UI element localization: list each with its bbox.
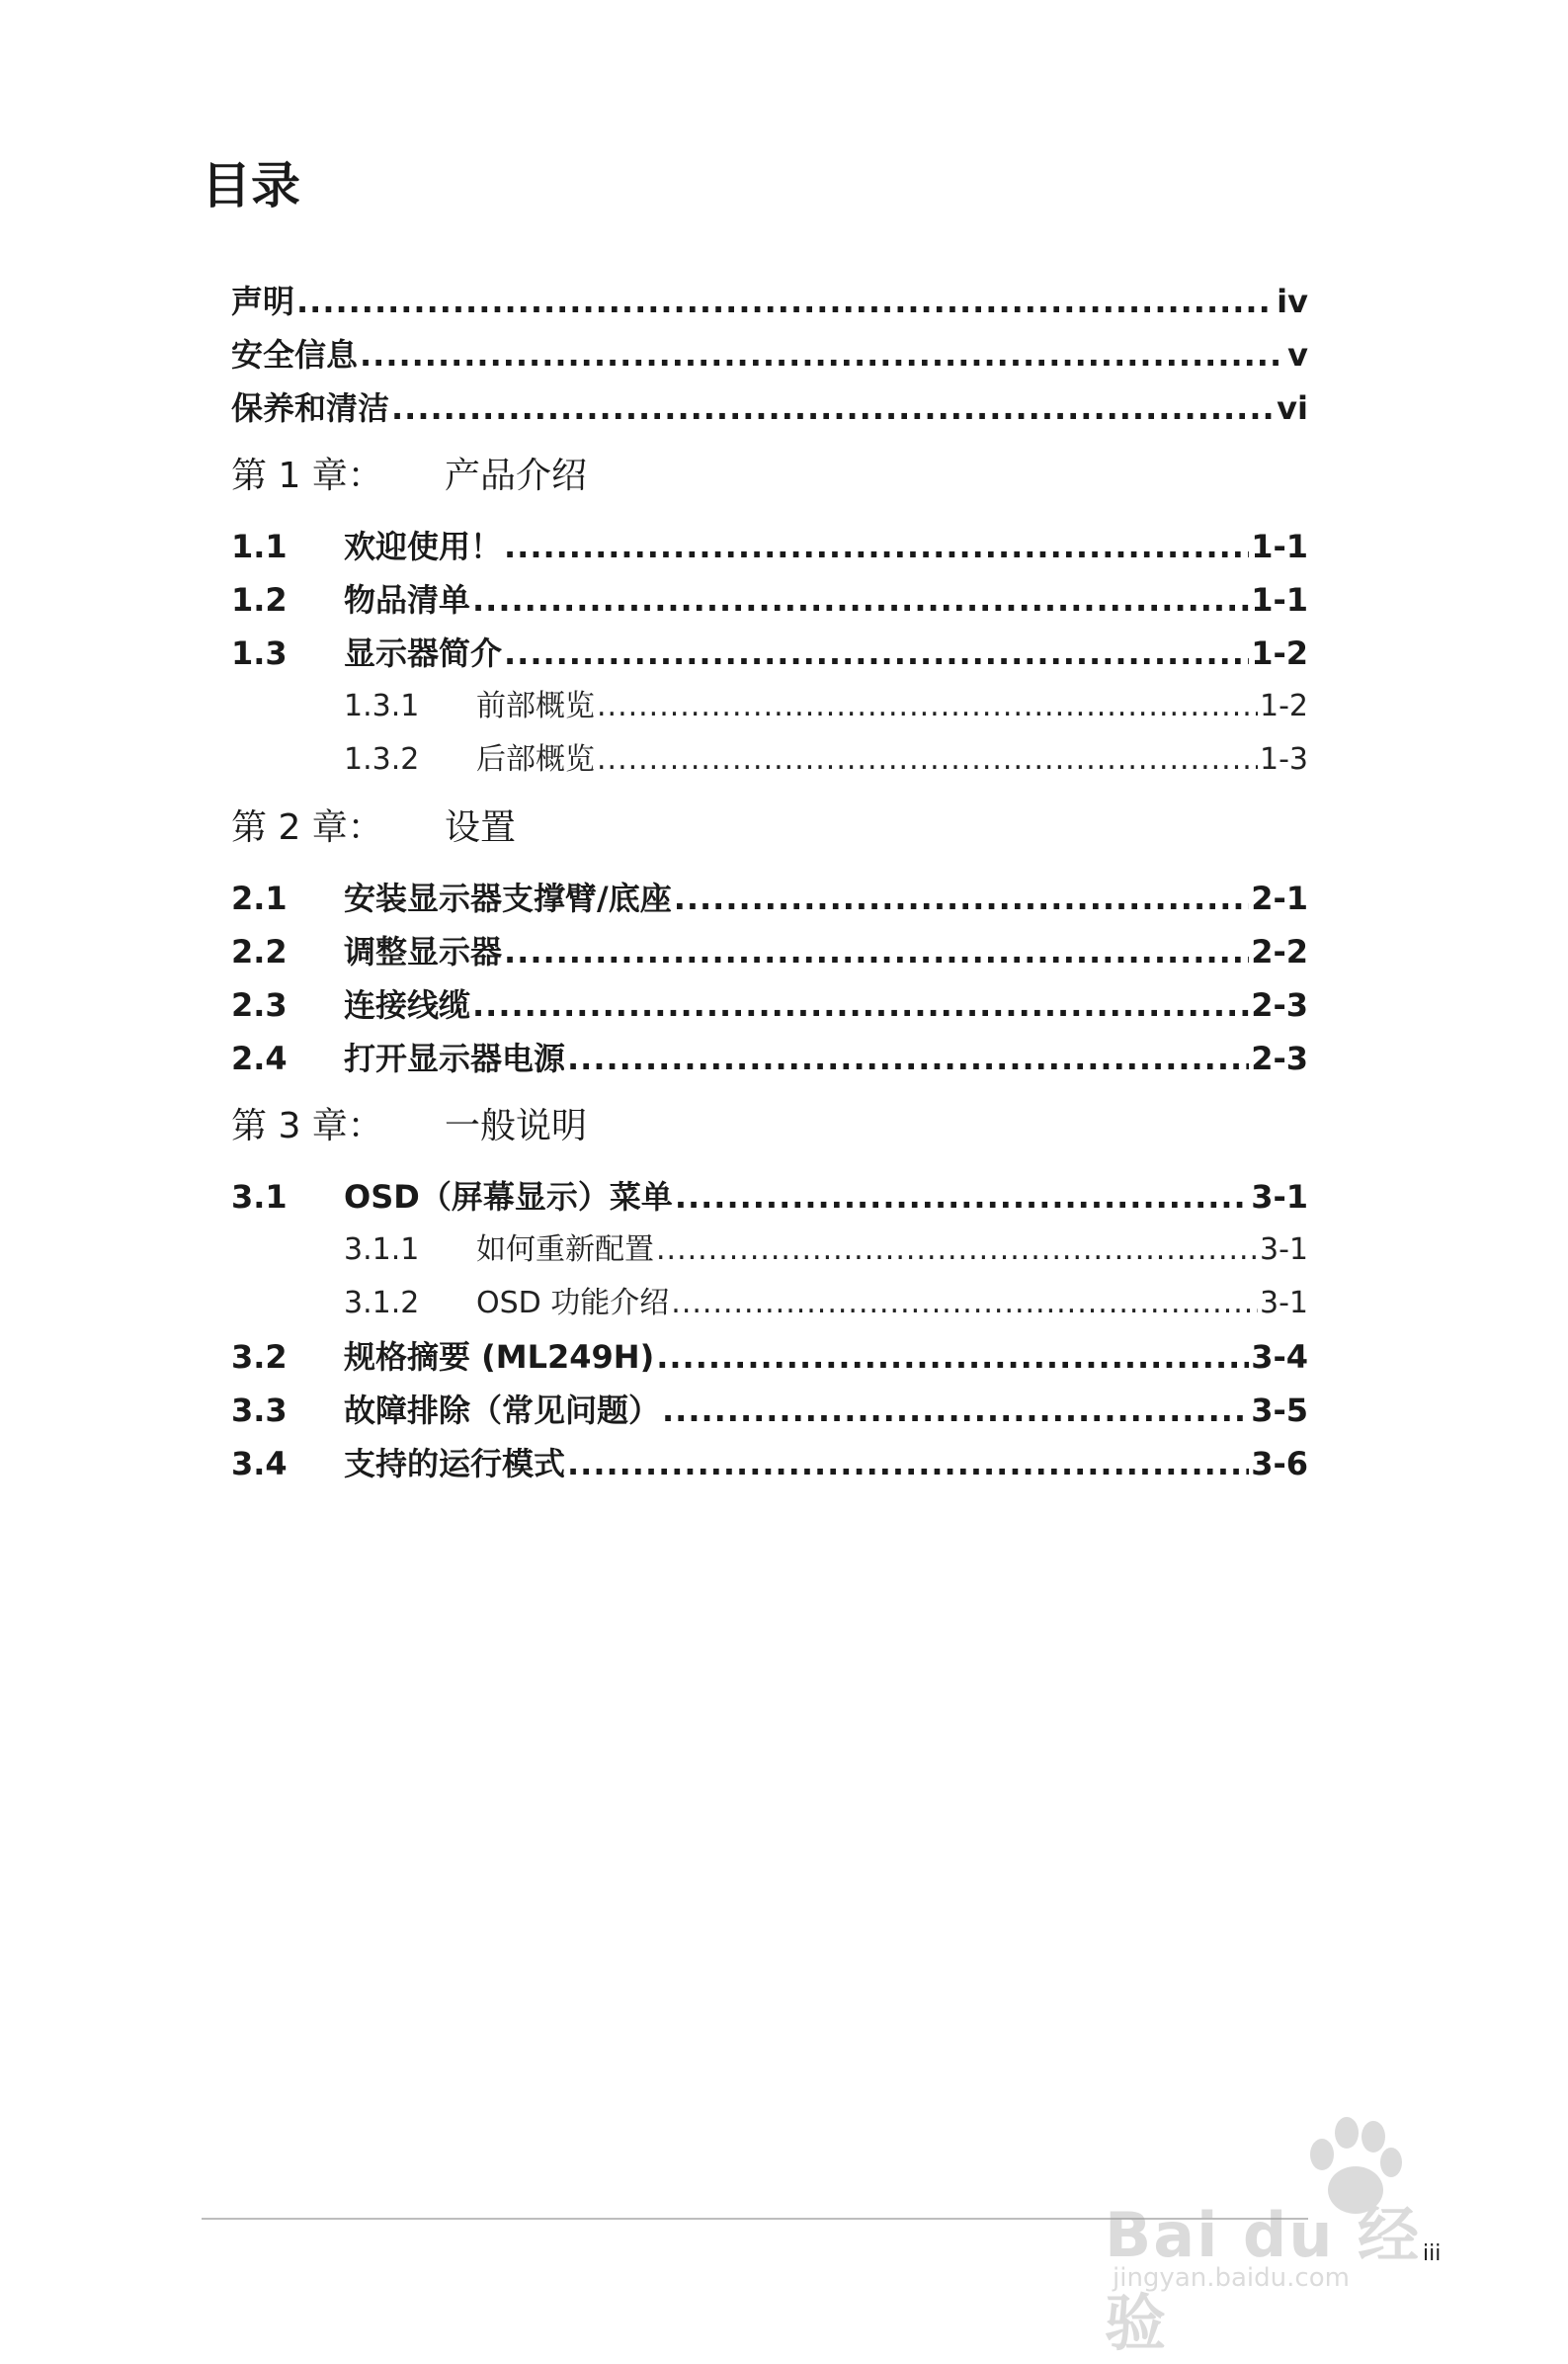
toc-entry[interactable] [231,872,1308,925]
toc-entry-page: iv [1277,283,1308,320]
leader-dots [662,1384,1249,1437]
leader-dots [567,1032,1249,1085]
toc-entry-label: 显示器简介 [344,634,503,672]
toc-entry[interactable] [231,978,1308,1032]
toc-entry-page: 2-1 [1251,880,1308,917]
leader-dots [504,925,1249,978]
leader-dots [671,1277,1258,1330]
chapter-number: 第 2 章： [231,807,383,848]
watermark-brand: Bai du 经验 [1105,2199,1422,2359]
toc-entry-number: 3.1.1 [344,1232,420,1267]
toc-entry-label: OSD 功能介绍 [476,1286,670,1320]
chapter-heading-2[interactable] [231,795,1308,862]
leader-dots [472,573,1249,627]
toc-entry[interactable] [231,925,1308,978]
toc-entry[interactable] [231,1437,1308,1490]
toc-entry-page: 2-3 [1251,1040,1308,1077]
toc-entry[interactable] [231,1170,1308,1224]
leader-dots [675,1170,1249,1224]
toc-entry-label: 故障排除（常见问题） [344,1392,661,1429]
leader-dots [656,1224,1258,1277]
leader-dots [656,1330,1249,1384]
toc-entry-label: 安装显示器支撑臂/底座 [344,880,672,917]
toc-entry-label: 调整显示器 [344,933,503,971]
toc-entry-number: 3.1 [231,1178,288,1216]
toc-entry-label: 欢迎使用！ [344,528,503,565]
toc-entry-number: 3.2 [231,1338,288,1376]
toc-entry-label: 物品清单 [344,581,471,619]
toc-entry-label: 如何重新配置 [476,1232,654,1267]
leader-dots [504,627,1249,680]
toc-entry-page: 1-1 [1251,581,1308,619]
toc-entry-page: 3-4 [1251,1338,1308,1376]
toc-entry-number: 2.4 [231,1040,288,1077]
toc-entry-number: 2.2 [231,933,288,971]
table-of-contents [231,275,1308,1490]
toc-entry[interactable] [231,1330,1308,1384]
chapter-heading-3[interactable] [231,1093,1308,1160]
leader-dots [504,520,1249,573]
toc-entry-page: v [1287,336,1308,374]
toc-entry-label: 声明 [231,283,295,320]
chapter-title: 设置 [445,807,517,848]
toc-entry[interactable] [231,1032,1308,1085]
toc-entry-number: 1.3.1 [344,689,420,723]
leader-dots [360,328,1285,381]
toc-entry-page: 1-2 [1251,634,1308,672]
baidu-jingyan-watermark [1105,2115,1460,2359]
chapter-number: 第 1 章： [231,456,383,496]
toc-entry-declaration[interactable] [231,275,1308,328]
chapter-title: 产品介绍 [445,456,588,496]
toc-subentry[interactable] [231,1277,1308,1330]
toc-entry-page: 3-6 [1251,1445,1308,1482]
leader-dots [391,381,1275,435]
toc-entry-page: 2-3 [1251,986,1308,1024]
leader-dots [296,275,1275,328]
toc-subentry[interactable] [231,680,1308,733]
toc-subentry[interactable] [231,733,1308,787]
toc-entry-number: 3.3 [231,1392,288,1429]
toc-entry-label: 安全信息 [231,336,359,374]
toc-entry-number: 2.3 [231,986,288,1024]
toc-entry-label: 打开显示器电源 [344,1040,566,1077]
toc-entry-label: 后部概览 [476,742,595,777]
leader-dots [597,733,1258,787]
toc-entry-page: 3-1 [1260,1232,1308,1267]
toc-entry-number: 2.1 [231,880,288,917]
chapter-heading-1[interactable] [231,443,1308,510]
toc-entry-page: 1-3 [1260,742,1308,777]
leader-dots [472,978,1249,1032]
chapter-title: 一般说明 [445,1106,588,1146]
toc-entry-label: 规格摘要 (ML249H) [344,1338,655,1376]
toc-entry-number: 3.4 [231,1445,288,1482]
toc-entry[interactable] [231,520,1308,573]
toc-entry-label: 前部概览 [476,689,595,723]
toc-entry-safety[interactable] [231,328,1308,381]
toc-entry-label: OSD（屏幕显示）菜单 [344,1178,673,1216]
toc-entry-label: 连接线缆 [344,986,471,1024]
toc-entry-page: 1-1 [1251,528,1308,565]
toc-entry-number: 1.1 [231,528,288,565]
toc-entry[interactable] [231,627,1308,680]
toc-entry-care[interactable] [231,381,1308,435]
toc-entry-page: 3-1 [1260,1286,1308,1320]
toc-entry-number: 3.1.2 [344,1286,420,1320]
toc-entry-label: 支持的运行模式 [344,1445,566,1482]
watermark-url: jingyan.baidu.com [1113,2263,1350,2293]
toc-entry-number: 1.2 [231,581,288,619]
toc-subentry[interactable] [231,1224,1308,1277]
toc-entry-page: 3-5 [1251,1392,1308,1429]
toc-entry-page: 3-1 [1251,1178,1308,1216]
toc-entry-number: 1.3.2 [344,742,420,777]
toc-entry-page: 1-2 [1260,689,1308,723]
toc-entry[interactable] [231,573,1308,627]
chapter-number: 第 3 章： [231,1106,383,1146]
toc-entry-number: 1.3 [231,634,288,672]
page-title: 目录 [202,157,300,214]
toc-entry-page: vi [1277,389,1308,427]
toc-entry-page: 2-2 [1251,933,1308,971]
leader-dots [597,680,1258,733]
leader-dots [674,872,1249,925]
leader-dots [567,1437,1249,1490]
toc-entry[interactable] [231,1384,1308,1437]
page-number: iii [1423,2241,1442,2266]
toc-entry-label: 保养和清洁 [231,389,390,427]
